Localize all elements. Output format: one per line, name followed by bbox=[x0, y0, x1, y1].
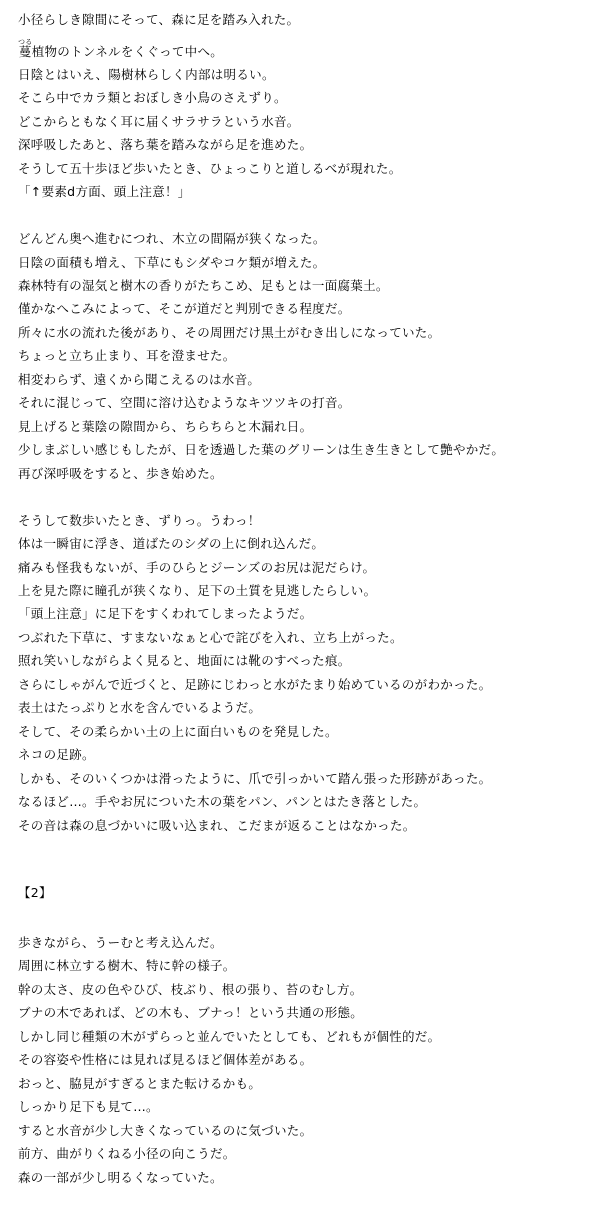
text-line: 上を見た際に瞳孔が狭くなり、足下の土質を見逃したらしい。 bbox=[18, 583, 377, 598]
text-line: しっかり足下も見て…。 bbox=[18, 1099, 159, 1114]
text-line-rest: 植物のトンネルをくぐって中へ。 bbox=[31, 44, 224, 59]
text-line: 前方、曲がりくねる小径の向こうだ。 bbox=[18, 1146, 236, 1161]
text-line: 幹の太さ、皮の色やひび、枝ぶり、根の張り、苔のむし方。 bbox=[18, 982, 363, 997]
text-line: ちょっと立ち止まり、耳を澄ませた。 bbox=[18, 348, 236, 363]
text-line: 深呼吸したあと、落ち葉を踏みながら足を進めた。 bbox=[18, 137, 313, 152]
text-line: そうして数歩いたとき、ずりっ。うわっ！ bbox=[18, 513, 261, 528]
text-line: おっと、脇見がすぎるとまた転けるかも。 bbox=[18, 1076, 262, 1091]
text-line: すると水音が少し大きくなっているのに気づいた。 bbox=[18, 1123, 313, 1138]
text-line: 見上げると葉陰の隙間から、ちらちらと木漏れ日。 bbox=[18, 419, 313, 434]
text-line: 再び深呼吸をすると、歩き始めた。 bbox=[18, 466, 223, 481]
text-line: しかも、そのいくつかは滑ったように、爪で引っかいて踏ん張った形跡があった。 bbox=[18, 771, 492, 786]
text-line: どんどん奥へ進むにつれ、木立の間隔が狭くなった。 bbox=[18, 231, 326, 246]
text-line: さらにしゃがんで近づくと、足跡にじわっと水がたまり始めているのがわかった。 bbox=[18, 677, 492, 692]
section-heading: 【2】 bbox=[18, 885, 52, 900]
text-line: その容姿や性格には見れば見るほど個体差がある。 bbox=[18, 1052, 313, 1067]
text-line: 少しまぶしい感じもしたが、日を透過した葉のグリーンは生き生きとして艶やかだ。 bbox=[18, 442, 505, 457]
text-line: 歩きながら、うーむと考え込んだ。 bbox=[18, 935, 223, 950]
text-line: そこら中でカラ類とおぼしき小鳥のさえずり。 bbox=[18, 90, 287, 105]
text-line: 森の一部が少し明るくなっていた。 bbox=[18, 1170, 223, 1185]
text-line: そして、その柔らかい土の上に面白いものを発見した。 bbox=[18, 724, 338, 739]
text-line: どこからともなく耳に届くサラサラという水音。 bbox=[18, 114, 300, 129]
text-line: そうして五十歩ほど歩いたとき、ひょっこりと道しるべが現れた。 bbox=[18, 161, 402, 176]
text-line: 照れ笑いしながらよく見ると、地面には靴のすべった痕。 bbox=[18, 653, 351, 668]
text-line: それに混じって、空間に溶け込むようなキツツキの打音。 bbox=[18, 395, 351, 410]
text-line: 「↑要素d方面、頭上注意！」 bbox=[18, 184, 191, 199]
text-line: 小径らしき隙間にそって、森に足を踏み入れた。 bbox=[18, 12, 300, 27]
text-line: つぶれた下草に、すまないなぁと心で詫びを入れ、立ち上がった。 bbox=[18, 630, 403, 645]
text-line: 相変わらず、遠くから聞こえるのは水音。 bbox=[18, 372, 261, 387]
text-line: なるほど…。手やお尻についた木の葉をパン、パンとはたき落とした。 bbox=[18, 794, 427, 809]
text-line: 表土はたっぷりと水を含んでいるようだ。 bbox=[18, 700, 262, 715]
text-line: ブナの木であれば、どの木も、ブナっ！という共通の形態。 bbox=[18, 1005, 364, 1020]
text-line: 周囲に林立する樹木、特に幹の様子。 bbox=[18, 958, 236, 973]
text-line: その音は森の息づかいに吸い込まれ、こだまが返ることはなかった。 bbox=[18, 818, 416, 833]
ruby-base: 蔓 bbox=[18, 44, 33, 59]
text-line: しかし同じ種類の木がずらっと並んでいたとしても、どれもが個性的だ。 bbox=[18, 1029, 441, 1044]
text-line: ネコの足跡。 bbox=[18, 747, 95, 762]
text-line: 日陰とはいえ、陽樹林らしく内部は明るい。 bbox=[18, 67, 275, 82]
text-line: 日陰の面積も増え、下草にもシダやコケ類が増えた。 bbox=[18, 255, 326, 270]
ruby-word bbox=[18, 38, 33, 59]
text-line: 痛みも怪我もないが、手のひらとジーンズのお尻は泥だらけ。 bbox=[18, 560, 376, 575]
text-line: 「頭上注意」に足下をすくわれてしまったようだ。 bbox=[18, 606, 313, 621]
text-line: 森林特有の湿気と樹木の香りがたちこめ、足もとは一面腐葉土。 bbox=[18, 278, 389, 293]
text-line: 所々に水の流れた後があり、その周囲だけ黒土がむき出しになっていた。 bbox=[18, 325, 441, 340]
text-line: 体は一瞬宙に浮き、道ばたのシダの上に倒れ込んだ。 bbox=[18, 536, 325, 551]
ruby-reading: つる bbox=[18, 38, 33, 46]
text-line: 僅かなへこみによって、そこが道だと判別できる程度だ。 bbox=[18, 301, 351, 316]
text-line bbox=[18, 38, 223, 60]
